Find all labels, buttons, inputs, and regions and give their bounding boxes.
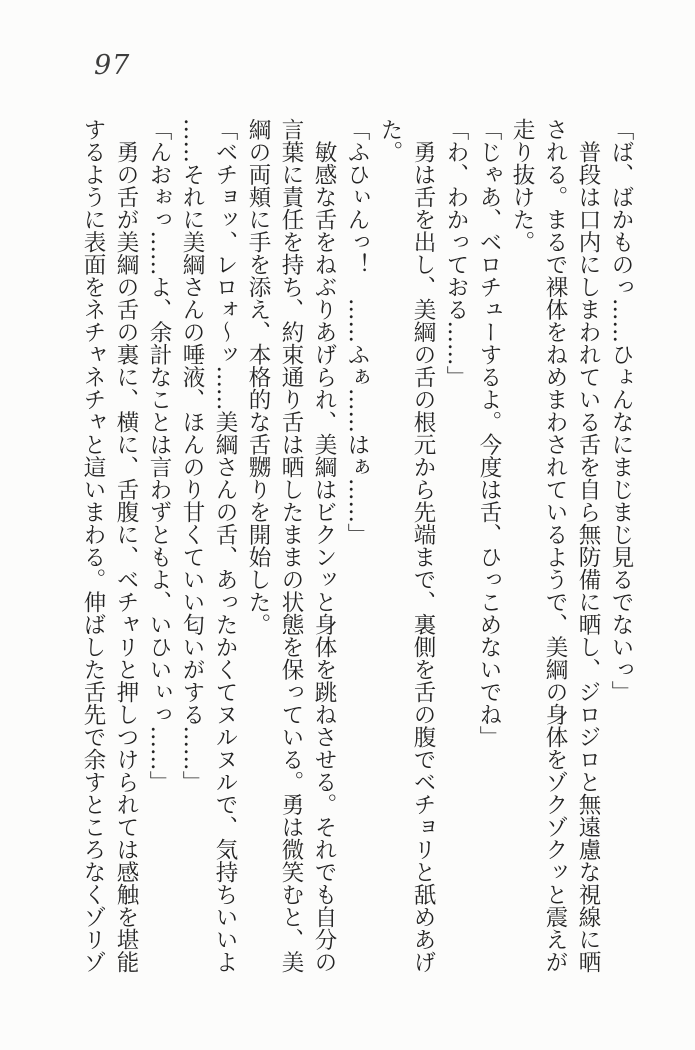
page-number: 97 (94, 50, 131, 81)
paragraph: 「ふひぃんっ！ ……ふぁ……はぁ……」 (344, 118, 370, 546)
paragraph: 「じゃあ、ベロチューするよ。今度は舌、ひっこめないでね」 (476, 118, 502, 748)
paragraph: 「わ、わかっておる……」 (443, 118, 469, 388)
paragraph: 「ば、ばかものっ……ひょんなにまじまじ見るでないっ」 (608, 118, 634, 703)
paragraph: 敏感な舌をねぶりあげられ、美綱はビクンッと身体を跳ねさせる。それでも自分の言葉に責任を持ち、約束通り舌は晒したままの状態を保っている。勇は微笑むと、美綱の両頬に手を添え、本格的な舌嬲りを開始した。 (245, 118, 337, 973)
paragraph: 「ベチョッ、レロォ〜ッ……美綱さんの舌、あったかくてヌルヌルで、気持ちいいよ……それに美綱さんの唾液、ほんのり甘くていい匂いがする……」 (179, 118, 238, 973)
paragraph: 「んおぉっ……よ、余計なことは言わずともよ、いひいぃっ……」 (146, 118, 172, 793)
paragraph: 勇は舌を出し、美綱の舌の根元から先端まで、裏側を舌の腹でベチョリと舐めあげた。 (377, 118, 436, 973)
paragraph: 勇の舌が美綱の舌の裏に、横に、舌腹に、ベチャリと押しつけられては感触を堪能するように表面をネチャネチャと這いまわる。伸ばした舌先で余すところなくゾリゾ (80, 118, 139, 973)
paragraph: 普段は口内にしまわれている舌を自ら無防備に晒し、ジロジロと無遠慮な視線に晒される。まるで裸体をねめまわされているようで、美綱の身体をゾクゾクッと震えが走り抜けた。 (509, 118, 601, 973)
page-text (76, 118, 637, 974)
